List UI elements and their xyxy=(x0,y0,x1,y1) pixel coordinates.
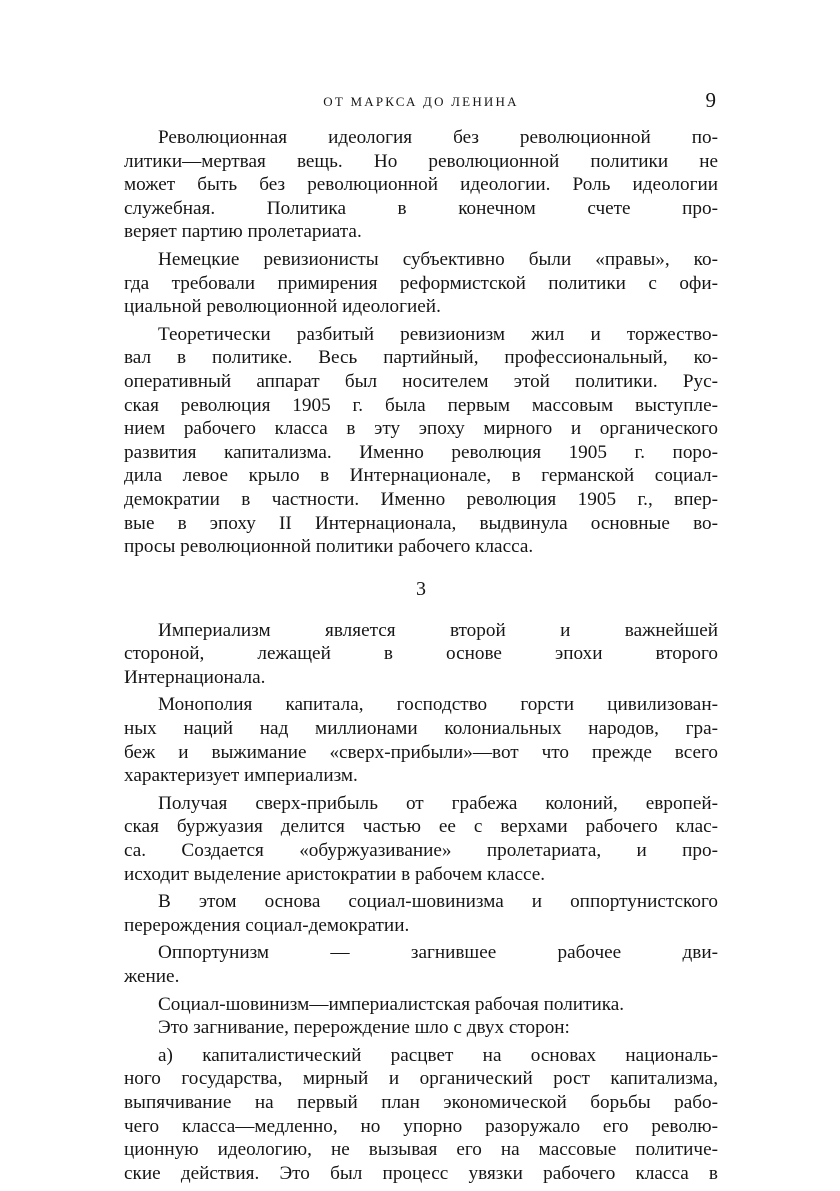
text-line: выпячивание на первый план экономической борьбы рабо- xyxy=(124,1091,718,1113)
text-line: гда требовали примирения реформистской политики с офи- xyxy=(124,272,718,294)
text-line: Оппортунизм — загнившее рабочее дви- xyxy=(158,942,718,964)
text-line: Империализм является второй и важнейшей xyxy=(158,619,718,641)
text-line: характеризует империализм. xyxy=(124,765,358,787)
page-number: 9 xyxy=(705,88,716,112)
text-line: ционную идеологию, не вызывая его на массовые политиче- xyxy=(124,1139,718,1161)
text-line: дила левое крыло в Интернационале, в германской социал- xyxy=(124,465,718,487)
text-line: исходит выделение аристократии в рабочем классе. xyxy=(124,863,546,885)
text-line: Монополия капитала, господство горсти цивилизован- xyxy=(158,694,718,716)
text-line: вал в политике. Весь партийный, профессиональный, ко- xyxy=(124,347,718,369)
text-line: чего класса—медленно, но упорно разоружало его револю- xyxy=(124,1115,718,1137)
text-line: ного государства, мирный и органический рост капитализма, xyxy=(124,1068,718,1090)
text-line: Получая сверх-прибыль от грабежа колоний, европей- xyxy=(158,792,718,814)
text-line: служебная. Политика в конечном счете про- xyxy=(124,197,718,219)
text-line: ская революция 1905 г. была первым массовым выступле- xyxy=(124,394,718,416)
text-line: В этом основа социал-шовинизма и оппортунистского xyxy=(158,891,718,913)
text-line: циальной революционной идеологией. xyxy=(124,296,441,318)
text-line: беж и выжимание «сверх-прибыли»—вот что прежде всего xyxy=(124,741,718,763)
body-text xyxy=(124,126,718,1185)
text-line: нием рабочего класса в эту эпоху мирного и органического xyxy=(124,418,718,440)
text-line: просы революционной политики рабочего класса. xyxy=(124,536,534,558)
section-number: 3 xyxy=(416,577,426,600)
text-line: вые в эпоху II Интернационала, выдвинула основные во- xyxy=(124,512,718,534)
text-line: а) капиталистический расцвет на основах националь- xyxy=(158,1044,718,1066)
text-line: ская буржуазия делится частью ее с верхами рабочего клас- xyxy=(124,816,718,838)
text-line: Социал-шовинизм—империалистская рабочая политика. xyxy=(158,993,625,1015)
text-line: литики—мертвая вещь. Но революционной политики не xyxy=(124,150,718,172)
text-line: Это загнивание, перерождение шло с двух сторон: xyxy=(158,1017,570,1039)
text-line: развития капитализма. Именно революция 1905 г. поро- xyxy=(124,441,718,463)
text-line: Интернационала. xyxy=(124,666,266,688)
text-line: демократии в частности. Именно революция 1905 г., впер- xyxy=(124,488,718,510)
text-line: ские действия. Это был процесс увязки рабочего класса в xyxy=(124,1162,718,1184)
running-header xyxy=(124,88,718,116)
text-line: может быть без революционной идеологии. Роль идеологии xyxy=(124,174,718,196)
book-page xyxy=(124,0,718,1191)
text-line: са. Создается «обуржуазивание» пролетариата, и про- xyxy=(124,840,718,862)
text-line: ных наций над миллионами колониальных народов, гра- xyxy=(124,718,718,740)
text-line: жение. xyxy=(124,966,180,987)
text-line: Немецкие ревизионисты субъективно были «правы», ко- xyxy=(158,248,718,270)
text-line: Революционная идеология без революционной по- xyxy=(158,127,718,148)
text-line: стороной, лежащей в основе эпохи второго xyxy=(124,643,718,665)
running-title: ОТ МАРКСА ДО ЛЕНИНА xyxy=(323,94,519,109)
text-line: оперативный аппарат был носителем этой политики. Рус- xyxy=(124,370,718,392)
text-line: Теоретически разбитый ревизионизм жил и торжество- xyxy=(158,323,718,345)
text-line: перерождения социал-демократии. xyxy=(124,914,410,936)
text-line: веряет партию пролетариата. xyxy=(124,221,362,243)
